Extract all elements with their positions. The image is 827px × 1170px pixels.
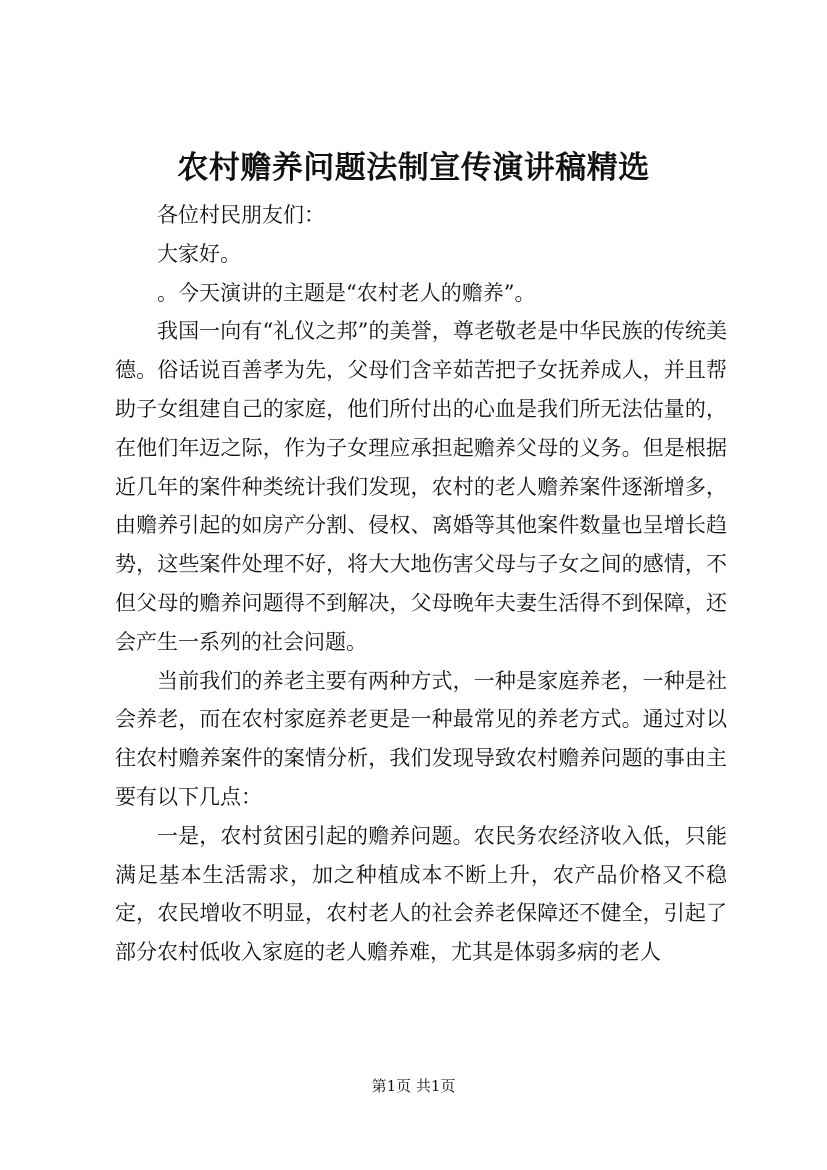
document-title: 农村赡养问题法制宣传演讲稿精选	[177, 150, 650, 186]
paragraph-greeting: 各位村民朋友们：	[157, 203, 325, 227]
page-footer: 第1页 共1页	[371, 1077, 456, 1095]
paragraph-hello: 大家好。	[157, 241, 241, 266]
paragraph-topic: 。今天演讲的主题是“农村老人的赡养”。	[157, 280, 536, 305]
paragraph-poverty-cause: 一是，农村贫困引起的赡养问题。农民务农经济收入低，只能满足基本生活需求，加之种植成本不断上升，农产品价格又不稳定，农民增收不明显，农村老人的社会养老保障还不健全，引起了部分农村低收入家庭的老人赡养难，尤其是体弱多病的老人	[115, 823, 727, 965]
paragraph-elderly-care-methods: 当前我们的养老主要有两种方式，一种是家庭养老，一种是社会养老，而在农村家庭养老更是一种最常见的养老方式。通过对以往农村赡养案件的案情分析，我们发现导致农村赡养问题的事由主要有以下几点：	[115, 668, 727, 809]
document-body	[115, 196, 727, 972]
paragraph-tradition: 我国一向有“礼仪之邦”的美誉，尊老敬老是中华民族的传统美德。俗话说百善孝为先，父母们含辛茹苦把子女抚养成人，并且帮助子女组建自己的家庭，他们所付出的心血是我们所无法估量的，在他们年迈之际，作为子女理应承担起赡养父母的义务。但是根据近几年的案件种类统计我们发现，农村的老人赡养案件逐渐增多，由赡养引起的如房产分割、侵权、离婚等其他案件数量也呈增长趋势，这些案件处理不好，将大大地伤害父母与子女之间的感情，不但父母的赡养问题得不到解决，父母晚年夫妻生活得不到保障，还会产生一系列的社会问题。	[115, 319, 727, 654]
